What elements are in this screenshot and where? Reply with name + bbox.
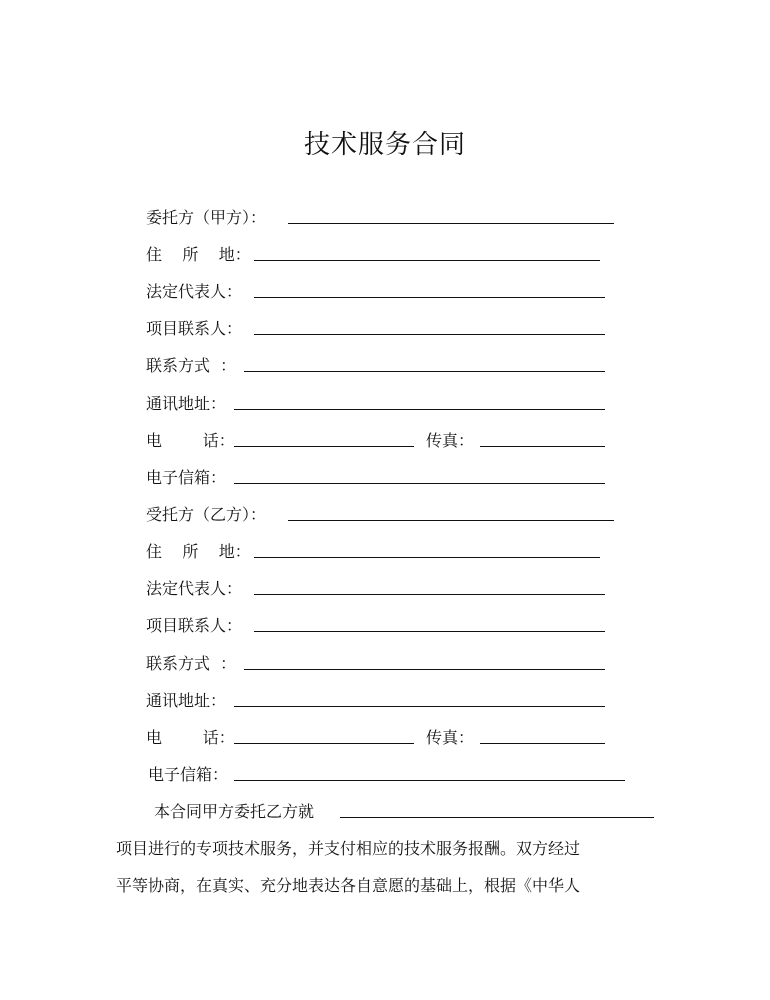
party-a-contact-person-label: 项目联系人： xyxy=(146,319,243,338)
party-b-legal-rep-label: 法定代表人： xyxy=(146,579,243,598)
party-a-mail-address-blank[interactable] xyxy=(234,409,605,410)
party-a-fax-label: 传真： xyxy=(426,431,475,450)
party-a-mail-address-label: 通讯地址： xyxy=(146,394,227,413)
party-a-address-blank[interactable] xyxy=(254,260,600,261)
body-line-3: 平等协商，在真实、充分地表达各自意愿的基础上，根据《中华人 xyxy=(116,876,581,895)
party-a-name-blank[interactable] xyxy=(288,223,614,224)
body-line-1: 本合同甲方委托乙方就 xyxy=(154,802,315,821)
party-a-contact-method-blank[interactable] xyxy=(244,371,605,372)
party-b-name-blank[interactable] xyxy=(288,520,614,521)
party-a-contact-method-label: 联系方式 ： xyxy=(146,356,237,375)
party-a-contact-person-blank[interactable] xyxy=(254,334,605,335)
project-name-blank[interactable] xyxy=(340,817,654,818)
party-b-contact-person-label: 项目联系人： xyxy=(146,616,243,635)
party-a-address-label: 住 所 地： xyxy=(146,245,251,264)
party-a-legal-rep-blank[interactable] xyxy=(254,297,605,298)
party-b-fax-label: 传真： xyxy=(426,728,475,747)
party-a-fax-blank[interactable] xyxy=(480,446,605,447)
party-b-email-label: 电子信箱： xyxy=(148,765,229,784)
party-b-mail-address-label: 通讯地址： xyxy=(146,691,227,710)
party-a-heading: 委托方（甲方）： xyxy=(146,208,267,227)
party-b-legal-rep-blank[interactable] xyxy=(254,594,605,595)
party-a-legal-rep-label: 法定代表人： xyxy=(146,282,243,301)
party-b-fax-blank[interactable] xyxy=(480,743,605,744)
party-b-contact-method-label: 联系方式 ： xyxy=(146,654,237,673)
party-a-phone-label: 电 话： xyxy=(146,431,235,450)
party-b-phone-label: 电 话： xyxy=(146,728,235,747)
party-b-address-label: 住 所 地： xyxy=(146,542,251,561)
party-b-mail-address-blank[interactable] xyxy=(234,706,605,707)
party-a-phone-blank[interactable] xyxy=(234,446,414,447)
body-line-2: 项目进行的专项技术服务，并支付相应的技术服务报酬。双方经过 xyxy=(116,839,581,858)
page-title: 技术服务合同 xyxy=(303,130,466,160)
party-b-contact-method-blank[interactable] xyxy=(244,669,605,670)
party-b-heading: 受托方（乙方）： xyxy=(146,505,267,524)
party-b-contact-person-blank[interactable] xyxy=(254,631,605,632)
party-a-email-label: 电子信箱： xyxy=(146,468,227,487)
party-b-email-blank[interactable] xyxy=(234,780,625,781)
party-b-address-blank[interactable] xyxy=(254,557,600,558)
party-a-email-blank[interactable] xyxy=(234,483,605,484)
party-b-phone-blank[interactable] xyxy=(234,743,414,744)
